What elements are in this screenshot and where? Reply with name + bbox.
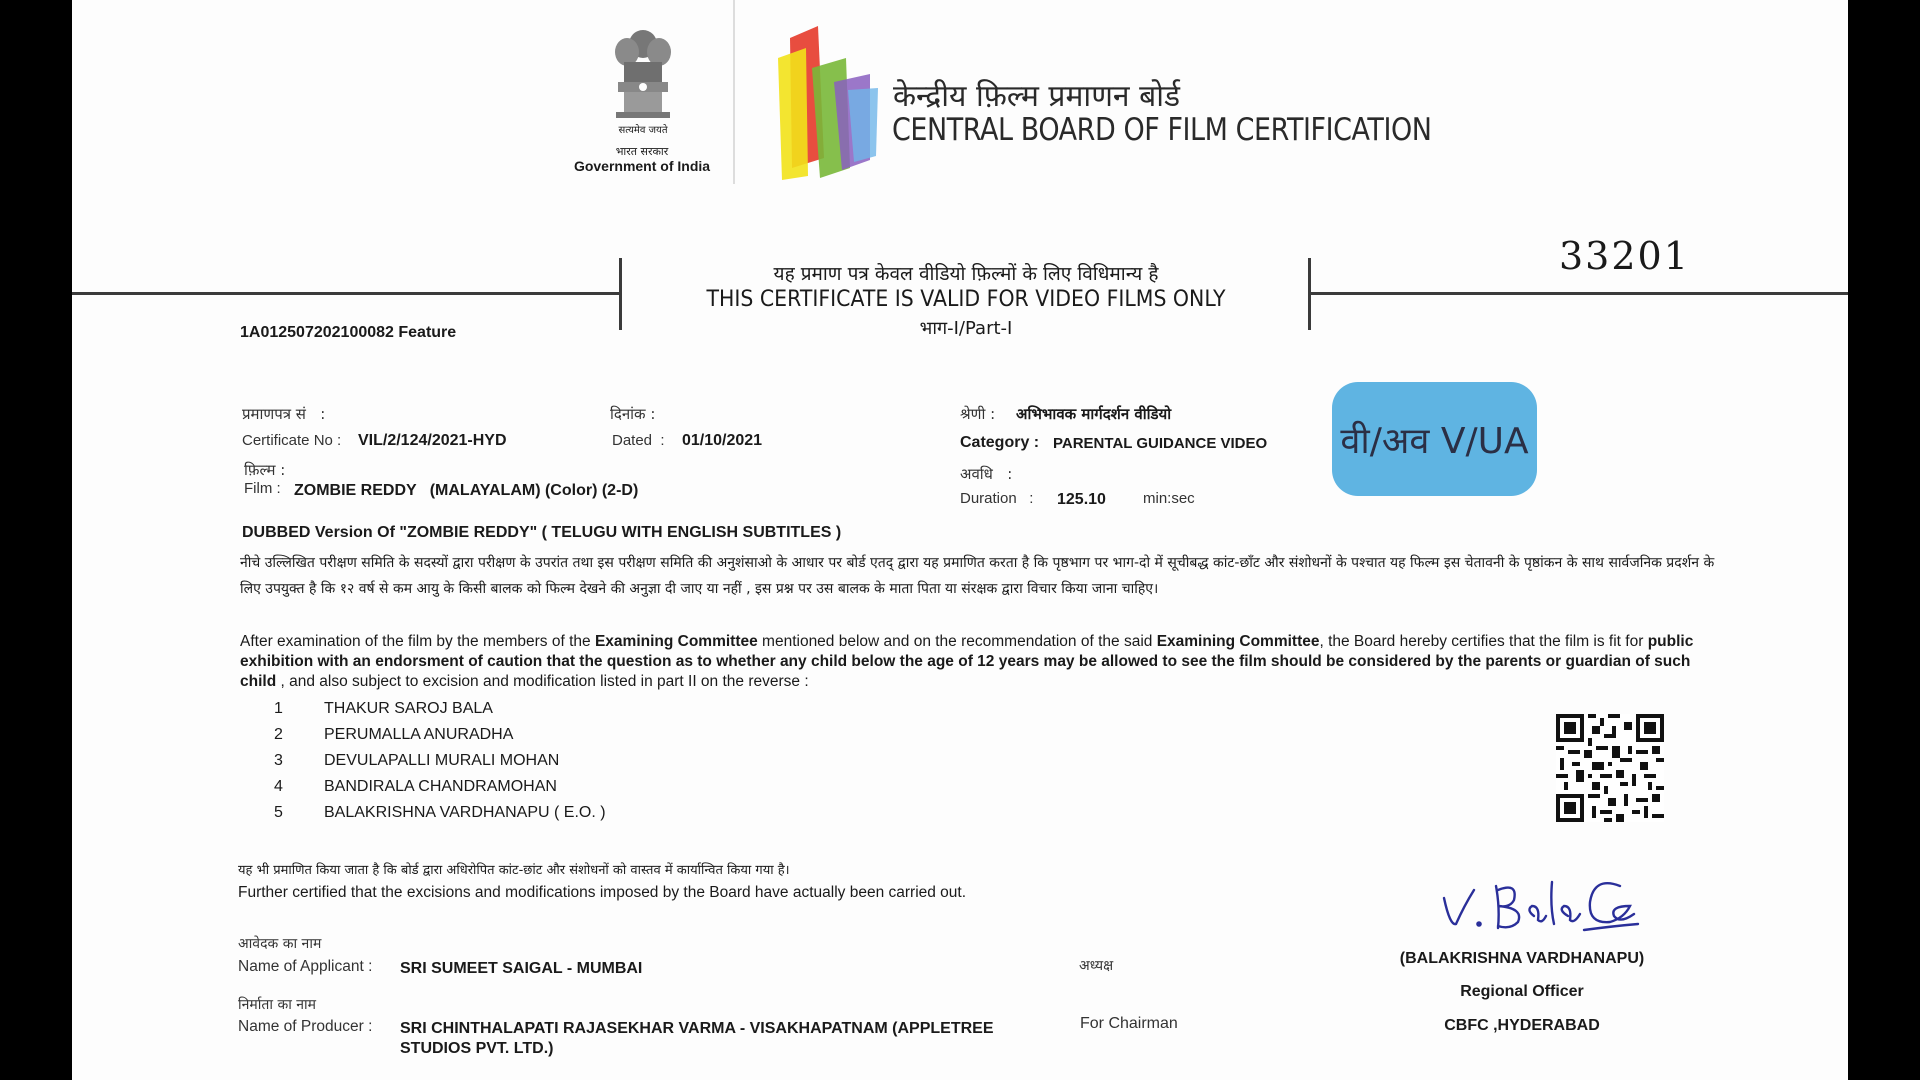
qr-code-icon bbox=[1556, 714, 1664, 822]
list-item: 4 BANDIRALA CHANDRAMOHAN bbox=[274, 778, 557, 795]
lion-capital-icon bbox=[602, 22, 684, 122]
emblem-motto: सत्यमेव जयते bbox=[618, 125, 668, 136]
duration-unit: min:sec bbox=[1143, 490, 1195, 507]
board-name-hindi: केन्द्रीय फ़िल्म प्रमाणन बोर्ड bbox=[893, 79, 1181, 114]
dated-value: 01/10/2021 bbox=[682, 432, 763, 449]
list-item: 5 BALAKRISHNA VARDHANAPU ( E.O. ) bbox=[274, 804, 606, 821]
validity-hindi: यह प्रमाण पत्र केवल वीडियो फ़िल्मों के लिए विधिमान्य है bbox=[773, 263, 1159, 285]
applicant-value: SRI SUMEET SAIGAL - MUMBAI bbox=[400, 960, 643, 977]
dated-label-hindi: दिनांक : bbox=[610, 405, 656, 423]
dated-label: Dated : bbox=[612, 432, 665, 449]
producer-value-line1: SRI CHINTHALAPATI RAJASEKHAR VARMA - VISAKHAPATNAM (APPLETREE bbox=[400, 1020, 994, 1037]
validity-english: THIS CERTIFICATE IS VALID FOR VIDEO FILMS ONLY bbox=[706, 287, 1226, 312]
list-item: 1 THAKUR SAROJ BALA bbox=[274, 700, 493, 717]
hindi-certification-text: नीचे उल्लिखित परीक्षण समिति के सदस्यों द्वारा परीक्षण के उपरांत तथा इस परीक्षण समिति की अनुशंसाओ के आधार पर बोर्ड एतद् द्वारा यह प्रमाणित करता है कि पृष्ठभाग पर भाग-दो में सूचीबद्ध कांट-छाँट और संशोधनों के पश्चात यह फिल्म इस चेतावनी के पृष्ठांकन के साथ सार्वजनिक प्रदर्शन के लिए उपयुक्त है कि १२ वर्ष से कम आयु के किसी बालक को फिल्म देखने की अनुज्ञा दी जाए या नहीं , इस प्रश्न पर उस बालक के माता पिता या संरक्षक द्वारा विचार किया जाना चाहिए। bbox=[240, 555, 1715, 597]
govt-english: Government of India bbox=[573, 158, 711, 174]
banner-line-right bbox=[1308, 292, 1848, 295]
committee-members bbox=[262, 700, 606, 830]
dubbed-version: DUBBED Version Of "ZOMBIE REDDY" ( TELUGU WITH ENGLISH SUBTITLES ) bbox=[242, 524, 842, 541]
reference-number: 1A012507202100082 Feature bbox=[240, 324, 457, 341]
national-emblem bbox=[602, 22, 684, 136]
signature-image bbox=[1434, 866, 1644, 936]
producer-label: Name of Producer : bbox=[238, 1018, 373, 1035]
certificate-page bbox=[72, 0, 1848, 1080]
certificate-label: Certificate No : bbox=[242, 432, 342, 449]
govt-hindi: भारत सरकार bbox=[615, 145, 669, 158]
duration-label-hindi: अवधि : bbox=[960, 465, 1013, 483]
applicant-label-hindi: आवेदक का नाम bbox=[238, 936, 322, 952]
validity-part: भाग-I/Part-I bbox=[919, 318, 1013, 339]
cbfc-logo-icon bbox=[772, 18, 882, 180]
category-label: Category : bbox=[960, 434, 1040, 451]
list-item: 3 DEVULAPALLI MURALI MOHAN bbox=[274, 752, 560, 769]
category-label-hindi: श्रेणी : bbox=[960, 405, 996, 423]
duration-value: 125.10 bbox=[1057, 491, 1106, 508]
chairman-label-hindi: अध्यक्ष bbox=[1079, 958, 1114, 974]
banner-tick-right bbox=[1308, 258, 1311, 330]
film-value: ZOMBIE REDDY (MALAYALAM) (Color) (2-D) bbox=[294, 482, 639, 499]
film-label: Film : bbox=[244, 480, 281, 497]
producer-label-hindi: निर्माता का नाम bbox=[238, 997, 317, 1013]
banner-tick-left bbox=[619, 258, 622, 330]
further-certified-hindi: यह भी प्रमाणित किया जाता है कि बोर्ड द्वारा अधिरोपित कांट-छांट और संशोधनों को वास्तव में कार्यान्वित किया गया है। bbox=[238, 863, 790, 878]
board-name-english: CENTRAL BOARD OF FILM CERTIFICATION bbox=[892, 112, 1432, 148]
banner-line-left bbox=[72, 292, 622, 295]
category-value: PARENTAL GUIDANCE VIDEO bbox=[1053, 435, 1268, 452]
signatory-title: Regional Officer bbox=[1460, 983, 1584, 1000]
category-value-hindi: अभिभावक मार्गदर्शन वीडियो bbox=[1016, 405, 1172, 423]
film-label-hindi: फ़िल्म : bbox=[244, 461, 286, 479]
certificate-label-hindi: प्रमाणपत्र सं : bbox=[242, 405, 326, 423]
signatory-office: CBFC ,HYDERABAD bbox=[1444, 1017, 1600, 1034]
chairman-label: For Chairman bbox=[1080, 1015, 1178, 1032]
header-divider bbox=[733, 0, 735, 184]
certificate-number: VIL/2/124/2021-HYD bbox=[358, 432, 507, 449]
signatory-name: (BALAKRISHNA VARDHANAPU) bbox=[1399, 950, 1645, 967]
serial-number: 33201 bbox=[1559, 234, 1690, 278]
list-item: 2 PERUMALLA ANURADHA bbox=[274, 726, 514, 743]
applicant-label: Name of Applicant : bbox=[238, 958, 373, 975]
further-certified-english: Further certified that the excisions and modifications imposed by the Board have actually been carried out. bbox=[238, 884, 967, 901]
rating-badge: वी/अव V/UA bbox=[1332, 382, 1537, 496]
english-certification-text: After examination of the film by the members of the Examining Committee mentioned below and on the recommendation of the said Examining Committee, the Board hereby certifies that the film is fit for public exhibition with an endorsment of caution that the question as to whether any child below the age of 12 years may be allowed to see the film should be considered by the parents or guardian of such child , and also subject to excision and modification listed in part II on the reverse : bbox=[240, 633, 1694, 690]
duration-label: Duration : bbox=[960, 490, 1034, 507]
producer-value-line2: STUDIOS PVT. LTD.) bbox=[400, 1040, 554, 1057]
